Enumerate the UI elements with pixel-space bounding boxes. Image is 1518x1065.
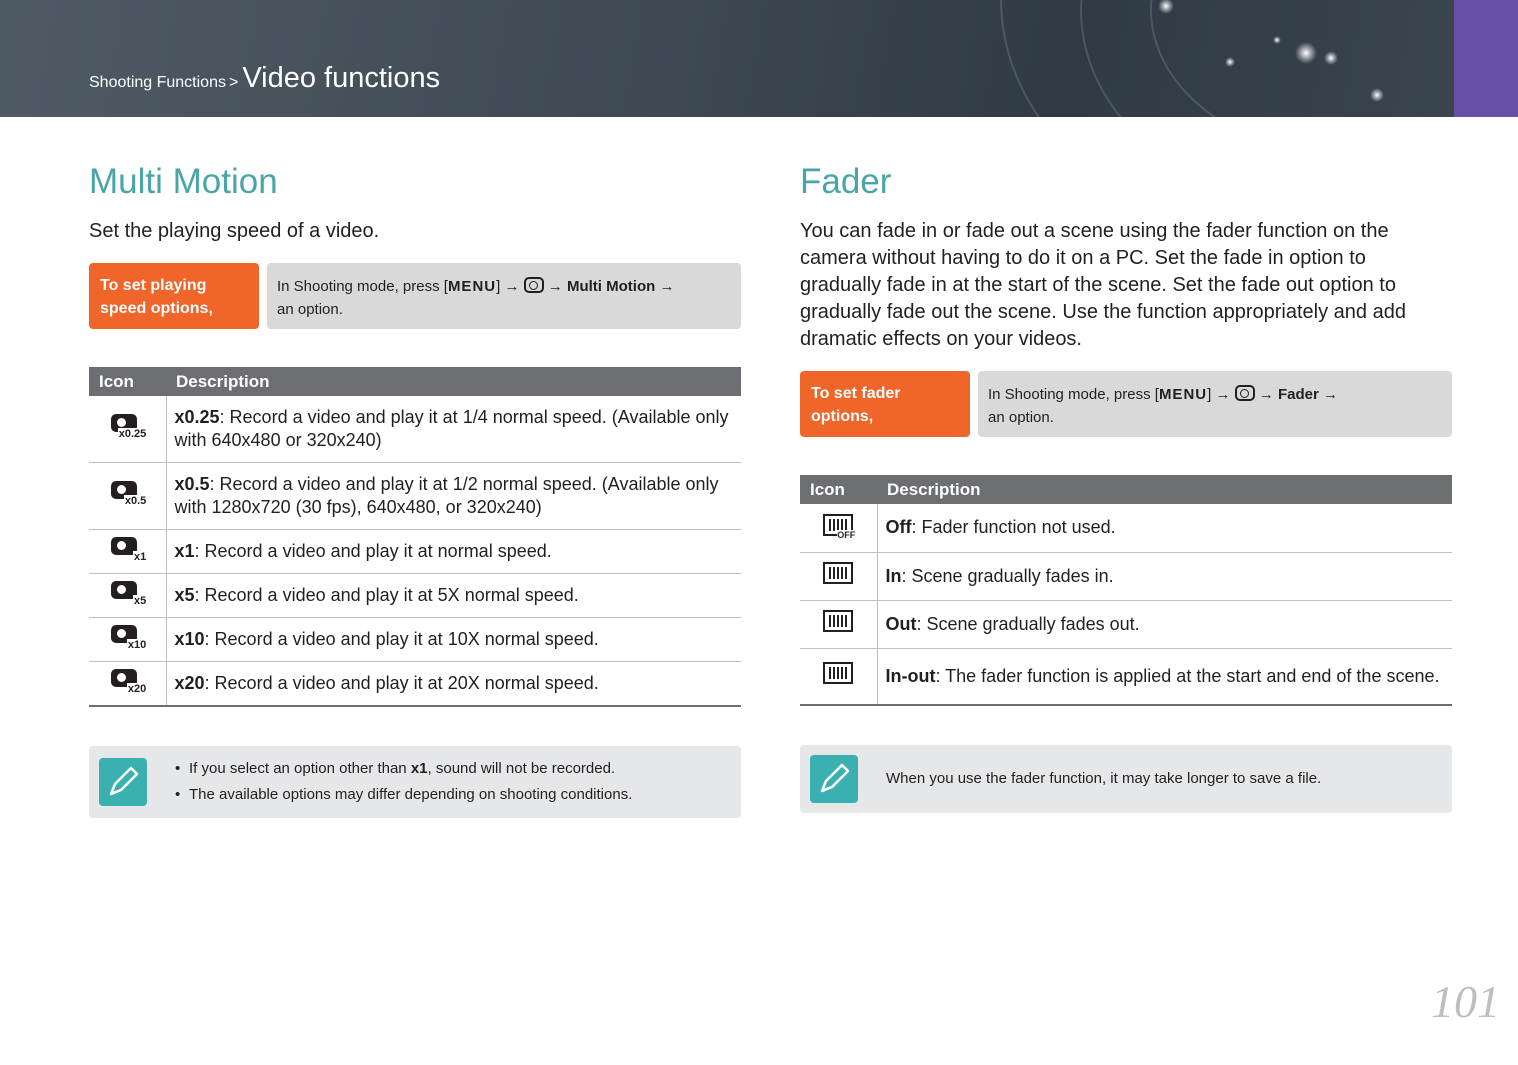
icon-cell — [89, 574, 166, 618]
fader-description: You can fade in or fade out a scene using the fader function on the camera without having to do it on a PC. Set the fade in option to gradually fade in at the start of the scene. Set the fade out option to gradually fade out the scene. Use the function appropriately and add dramatic effects on your videos. — [800, 220, 1406, 350]
table-row — [89, 618, 741, 662]
row-term: Out — [885, 613, 917, 634]
breadcrumb — [89, 62, 440, 95]
fader-off-icon — [823, 514, 856, 540]
table-header-icon: Icon — [89, 367, 166, 396]
multi-motion-description: Set the playing speed of a video. — [89, 220, 380, 242]
row-text: : Record a video and play it at 1/4 normal speed. (Available only with 640x480 or 320x240) — [174, 407, 729, 450]
row-description — [877, 552, 1452, 600]
icon-cell — [800, 600, 877, 648]
fader-in-icon — [823, 562, 853, 584]
menu-button-icon: MENU — [447, 278, 497, 295]
row-description — [166, 662, 741, 707]
breadcrumb-separator: > — [228, 74, 239, 91]
row-term: x1 — [174, 541, 195, 561]
row-description — [877, 504, 1452, 552]
breadcrumb-current: Video functions — [242, 62, 441, 94]
note-text-part: If you select an option other than — [189, 760, 411, 777]
menu-path — [978, 371, 1452, 437]
multi-motion-setting-path — [89, 263, 741, 329]
row-description — [877, 600, 1452, 648]
table-row — [800, 600, 1452, 648]
row-text: : Record a video and play it at 20X normal speed. — [204, 673, 599, 693]
path-item: Multi Motion — [566, 278, 656, 295]
multi-motion-title: Multi Motion — [89, 162, 278, 201]
note-pen-icon — [99, 758, 147, 806]
fader-setting-path — [800, 371, 1452, 437]
icon-cell — [800, 648, 877, 705]
note-text: When you use the fader function, it may take longer to save a file. — [886, 770, 1322, 787]
fader-in-out-icon — [823, 662, 853, 684]
row-description — [166, 574, 741, 618]
multi-motion-x05-icon — [107, 479, 147, 507]
fader-table — [800, 475, 1452, 706]
row-text: : Record a video and play it at 5X normal speed. — [194, 585, 579, 605]
icon-label: x10 — [127, 638, 147, 651]
icon-cell — [89, 396, 166, 463]
row-term: x5 — [174, 585, 195, 605]
row-text: : Fader function not used. — [911, 517, 1116, 538]
icon-cell — [89, 530, 166, 574]
path-mid: ] → — [1207, 386, 1231, 403]
header-decoration — [1225, 57, 1235, 67]
row-term: In — [885, 565, 902, 586]
header-decoration — [1324, 51, 1338, 65]
row-description — [166, 463, 741, 530]
table-row — [800, 552, 1452, 600]
note-item: • The available options may differ depending on shooting conditions. — [175, 782, 632, 808]
note-text-part: , sound will not be recorded. — [427, 760, 616, 777]
note-item — [175, 756, 632, 782]
header-decoration — [1273, 36, 1281, 44]
row-description — [166, 618, 741, 662]
row-text: : Record a video and play it at 1/2 normal speed. (Available only with 1280x720 (30 fps), 640x480, or 320x240) — [174, 474, 719, 517]
icon-cell — [800, 504, 877, 552]
icon-cell — [800, 552, 877, 600]
path-arrow: → — [659, 278, 675, 295]
icon-cell — [89, 662, 166, 707]
page-header — [0, 0, 1518, 117]
multi-motion-x10-icon — [107, 623, 147, 651]
header-decoration — [1295, 42, 1317, 64]
note-text — [175, 756, 632, 808]
path-arrow: → — [547, 278, 563, 295]
fader-out-icon — [823, 610, 853, 632]
path-arrow: → — [1258, 386, 1274, 403]
video-camera-icon — [1235, 385, 1255, 401]
set-label: To set fader options, — [800, 371, 970, 437]
row-text: : Record a video and play it at 10X normal speed. — [204, 629, 599, 649]
path-prefix: In Shooting mode, press [ — [277, 278, 448, 295]
path-mid: ] → — [496, 278, 520, 295]
table-row — [89, 463, 741, 530]
set-label: To set playing speed options, — [89, 263, 259, 329]
icon-label: OFF — [837, 529, 856, 540]
row-description — [166, 530, 741, 574]
header-decoration — [1370, 88, 1384, 102]
table-header-icon: Icon — [800, 475, 877, 504]
row-term: x10 — [174, 629, 205, 649]
row-term: x0.5 — [174, 474, 210, 494]
table-header-description: Description — [166, 367, 741, 396]
multi-motion-section — [89, 160, 741, 818]
fader-section — [800, 160, 1452, 813]
path-item: Fader — [1277, 386, 1319, 403]
row-text: : Scene gradually fades out. — [916, 613, 1140, 634]
note-text-bold: x1 — [410, 760, 428, 777]
row-term: x20 — [174, 673, 205, 693]
icon-label: x5 — [134, 594, 147, 607]
icon-cell — [89, 618, 166, 662]
note-pen-icon — [810, 755, 858, 803]
table-row — [89, 574, 741, 618]
multi-motion-x1-icon — [107, 535, 147, 563]
multi-motion-x20-icon — [107, 667, 147, 695]
row-text: : The fader function is applied at the start and end of the scene. — [935, 665, 1440, 686]
row-description — [877, 648, 1452, 705]
breadcrumb-parent[interactable]: Shooting Functions — [89, 74, 226, 91]
fader-title: Fader — [800, 162, 892, 201]
row-text: : Scene gradually fades in. — [901, 565, 1114, 586]
multi-motion-table — [89, 367, 741, 707]
menu-button-icon: MENU — [1158, 386, 1208, 403]
row-term: Off — [885, 517, 912, 538]
path-arrow: → — [1323, 386, 1338, 403]
page-number: 101 — [1431, 976, 1500, 1027]
row-term: x0.25 — [174, 407, 220, 427]
icon-label: x0.5 — [124, 495, 147, 507]
icon-label: x0.25 — [118, 428, 147, 440]
icon-cell — [89, 463, 166, 530]
table-header-description: Description — [877, 475, 1452, 504]
path-suffix: an option. — [988, 409, 1054, 426]
path-prefix: In Shooting mode, press [ — [988, 386, 1159, 403]
table-row — [800, 504, 1452, 552]
table-row — [89, 530, 741, 574]
header-accent-tab — [1454, 0, 1518, 117]
table-row — [800, 648, 1452, 705]
multi-motion-x5-icon — [107, 579, 147, 607]
fader-note — [800, 745, 1452, 813]
path-suffix: an option. — [277, 301, 343, 318]
table-row — [89, 662, 741, 707]
row-term: In-out — [885, 665, 936, 686]
row-text: : Record a video and play it at normal speed. — [194, 541, 552, 561]
table-row — [89, 396, 741, 463]
multi-motion-x025-icon — [107, 412, 147, 440]
row-description — [166, 396, 741, 463]
multi-motion-note — [89, 746, 741, 818]
video-camera-icon — [524, 277, 544, 293]
menu-path — [267, 263, 741, 329]
icon-label: x1 — [134, 550, 147, 563]
icon-label: x20 — [127, 682, 147, 695]
